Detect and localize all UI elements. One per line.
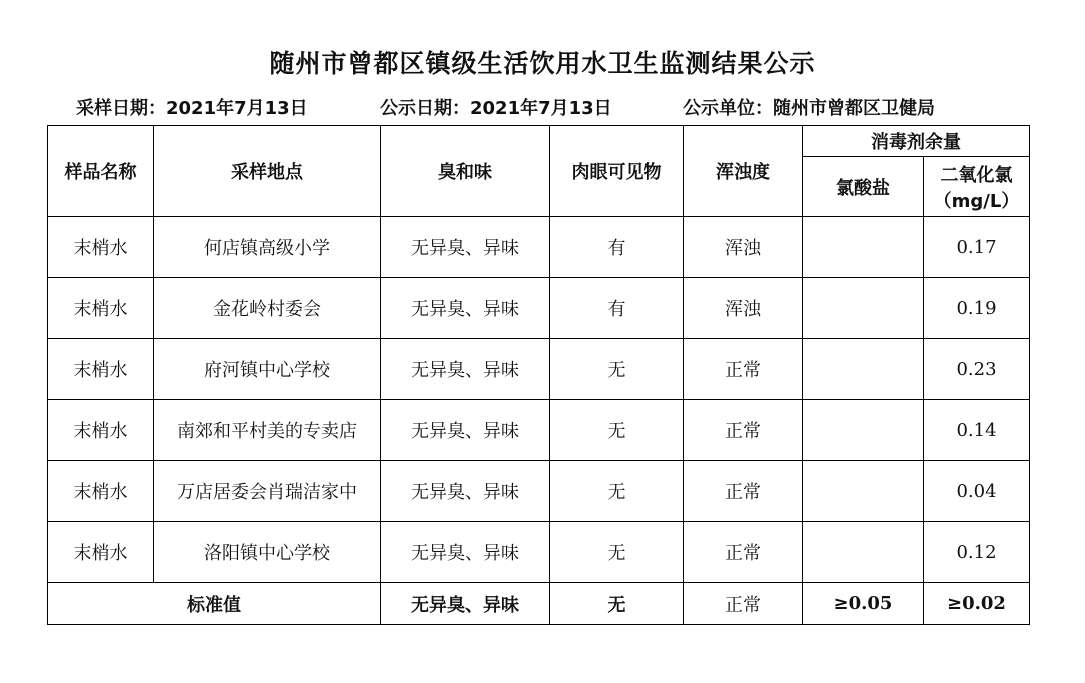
cell-turbidity: 正常 bbox=[684, 461, 803, 522]
cell-sample-name: 末梢水 bbox=[48, 461, 154, 522]
cell-turbidity: 正常 bbox=[684, 400, 803, 461]
cell-chlorate bbox=[803, 217, 924, 278]
cell-odor: 无异臭、异味 bbox=[381, 461, 550, 522]
page-title: 随州市曾都区镇级生活饮用水卫生监测结果公示 bbox=[269, 49, 816, 78]
cell-chlorine-dioxide: 0.17 bbox=[924, 217, 1030, 278]
cell-turbidity: 浑浊 bbox=[684, 217, 803, 278]
cell-chlorate bbox=[803, 400, 924, 461]
cell-visible: 无 bbox=[550, 339, 684, 400]
cell-sample-name: 末梢水 bbox=[48, 339, 154, 400]
header-sample-name: 样品名称 bbox=[48, 126, 154, 217]
cell-sample-name: 末梢水 bbox=[48, 400, 154, 461]
standard-row bbox=[48, 583, 1030, 625]
header-turbidity: 浑浊度 bbox=[684, 126, 803, 217]
cell-visible: 有 bbox=[550, 217, 684, 278]
cell-chlorine-dioxide: 0.14 bbox=[924, 400, 1030, 461]
meta-row bbox=[0, 94, 1085, 118]
cell-chlorate bbox=[803, 461, 924, 522]
table-row bbox=[48, 461, 1030, 522]
header-location: 采样地点 bbox=[154, 126, 381, 217]
cell-chlorine-dioxide: 0.23 bbox=[924, 339, 1030, 400]
header-disinfectant: 消毒剂余量 bbox=[803, 126, 1030, 157]
table-row bbox=[48, 339, 1030, 400]
cell-turbidity: 浑浊 bbox=[684, 278, 803, 339]
header-chlorate: 氯酸盐 bbox=[803, 157, 924, 217]
cell-location: 何店镇高级小学 bbox=[154, 217, 381, 278]
header-chlorine-dioxide-unit: （mg/L） bbox=[933, 190, 1020, 212]
cell-location: 金花岭村委会 bbox=[154, 278, 381, 339]
cell-location: 万店居委会肖瑞洁家中 bbox=[154, 461, 381, 522]
cell-odor: 无异臭、异味 bbox=[381, 278, 550, 339]
publish-date: 公示日期：2021年7月13日 bbox=[380, 98, 612, 119]
cell-odor: 无异臭、异味 bbox=[381, 400, 550, 461]
cell-chlorine-dioxide: 0.12 bbox=[924, 522, 1030, 583]
cell-chlorate bbox=[803, 522, 924, 583]
standard-turbidity: 正常 bbox=[684, 583, 803, 625]
cell-visible: 无 bbox=[550, 461, 684, 522]
cell-location: 洛阳镇中心学校 bbox=[154, 522, 381, 583]
table-row bbox=[48, 278, 1030, 339]
header-odor: 臭和味 bbox=[381, 126, 550, 217]
cell-chlorine-dioxide: 0.19 bbox=[924, 278, 1030, 339]
sample-date: 采样日期：2021年7月13日 bbox=[76, 98, 308, 119]
table-row bbox=[48, 217, 1030, 278]
header-visible: 肉眼可见物 bbox=[550, 126, 684, 217]
header-chlorine-dioxide-label: 二氧化氯 bbox=[940, 164, 1013, 186]
cell-location: 府河镇中心学校 bbox=[154, 339, 381, 400]
header-chlorine-dioxide bbox=[924, 157, 1030, 217]
cell-chlorate bbox=[803, 278, 924, 339]
cell-chlorine-dioxide: 0.04 bbox=[924, 461, 1030, 522]
publisher: 公示单位：随州市曾都区卫健局 bbox=[683, 98, 935, 119]
cell-odor: 无异臭、异味 bbox=[381, 522, 550, 583]
cell-location: 南郊和平村美的专卖店 bbox=[154, 400, 381, 461]
cell-odor: 无异臭、异味 bbox=[381, 217, 550, 278]
cell-visible: 有 bbox=[550, 278, 684, 339]
standard-label: 标准值 bbox=[48, 583, 381, 625]
cell-odor: 无异臭、异味 bbox=[381, 339, 550, 400]
cell-sample-name: 末梢水 bbox=[48, 522, 154, 583]
cell-visible: 无 bbox=[550, 522, 684, 583]
cell-turbidity: 正常 bbox=[684, 339, 803, 400]
standard-chlorate: ≥0.05 bbox=[803, 583, 924, 625]
cell-chlorate bbox=[803, 339, 924, 400]
results-table bbox=[47, 125, 1030, 625]
standard-odor: 无异臭、异味 bbox=[381, 583, 550, 625]
standard-visible: 无 bbox=[550, 583, 684, 625]
table-row bbox=[48, 522, 1030, 583]
cell-turbidity: 正常 bbox=[684, 522, 803, 583]
cell-visible: 无 bbox=[550, 400, 684, 461]
cell-sample-name: 末梢水 bbox=[48, 278, 154, 339]
standard-chlorine-dioxide: ≥0.02 bbox=[924, 583, 1030, 625]
cell-sample-name: 末梢水 bbox=[48, 217, 154, 278]
table-row bbox=[48, 400, 1030, 461]
